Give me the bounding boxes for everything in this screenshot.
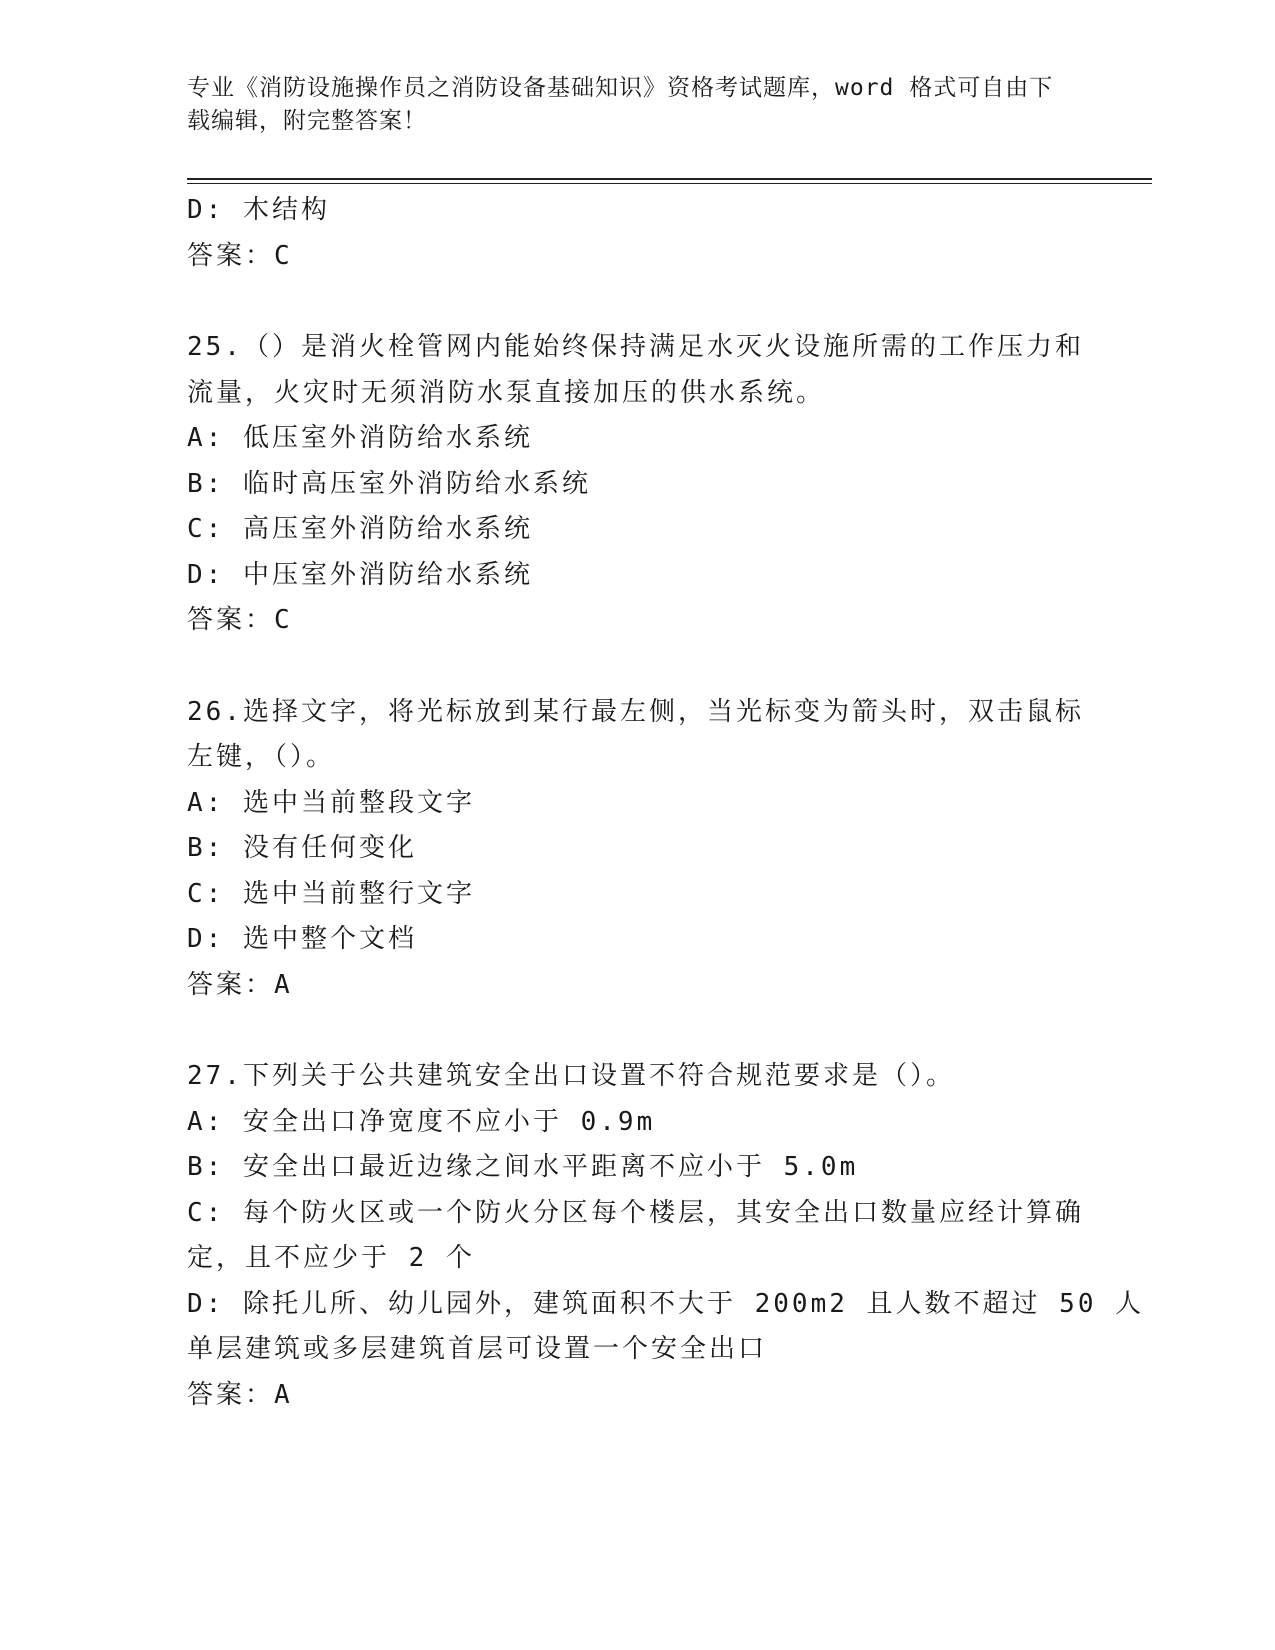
header-line-1: 专业《消防设施操作员之消防设备基础知识》资格考试题库，word 格式可自由下 xyxy=(187,75,1054,101)
question-25-stem-1: 25.（）是消火栓管网内能始终保持满足水灭火设施所需的工作压力和 xyxy=(187,332,1084,362)
question-27-answer: 答案：A xyxy=(187,1379,293,1410)
question-26-stem-2: 左键，（）。 xyxy=(187,742,336,772)
question-26-option-c: C: 选中当前整行文字 xyxy=(187,878,475,909)
question-25-option-a: A: 低压室外消防给水系统 xyxy=(187,423,533,453)
prev-answer: 答案：C xyxy=(187,240,293,271)
question-26-option-a: A: 选中当前整段文字 xyxy=(187,787,475,818)
header-rule-thin xyxy=(187,183,1152,184)
question-27-stem-1: 27.下列关于公共建筑安全出口设置不符合规范要求是（）。 xyxy=(187,1061,955,1091)
page-header xyxy=(187,72,1077,138)
question-25-option-c: C: 高压室外消防给水系统 xyxy=(187,514,533,544)
question-25-answer: 答案：C xyxy=(187,605,293,635)
question-25-option-d: D: 中压室外消防给水系统 xyxy=(187,559,533,590)
question-26-stem-1: 26.选择文字，将光标放到某行最左侧，当光标变为箭头时，双击鼠标 xyxy=(187,696,1084,727)
prev-option-d: D: 木结构 xyxy=(187,195,330,225)
question-27-option-a: A: 安全出口净宽度不应小于 0.9m xyxy=(187,1106,656,1137)
question-26-answer: 答案：A xyxy=(187,969,293,1000)
spacer xyxy=(187,1008,1077,1054)
spacer xyxy=(187,644,1077,690)
question-25-stem-2: 流量，火灾时无须消防水泵直接加压的供水系统。 xyxy=(187,377,826,408)
question-26-option-d: D: 选中整个文档 xyxy=(187,924,417,954)
question-27-option-d-2: 单层建筑或多层建筑首层可设置一个安全出口 xyxy=(187,1334,768,1364)
header-line-2: 载编辑，附完整答案！ xyxy=(187,108,427,134)
question-25-option-b: B: 临时高压室外消防给水系统 xyxy=(187,468,591,499)
question-27-option-c-2: 定，且不应少于 2 个 xyxy=(187,1243,475,1273)
spacer xyxy=(187,279,1077,325)
header-rule-thick xyxy=(187,178,1152,180)
question-27-option-d-1: D: 除托儿所、幼儿园外，建筑面积不大于 200m2 且人数不超过 50 人 xyxy=(187,1288,1145,1319)
question-list xyxy=(187,188,1145,1418)
question-27-option-c-1: C: 每个防火区或一个防火分区每个楼层，其安全出口数量应经计算确 xyxy=(187,1197,1084,1228)
question-26-option-b: B: 没有任何变化 xyxy=(187,833,417,863)
question-27-option-b: B: 安全出口最近边缘之间水平距离不应小于 5.0m xyxy=(187,1152,859,1182)
